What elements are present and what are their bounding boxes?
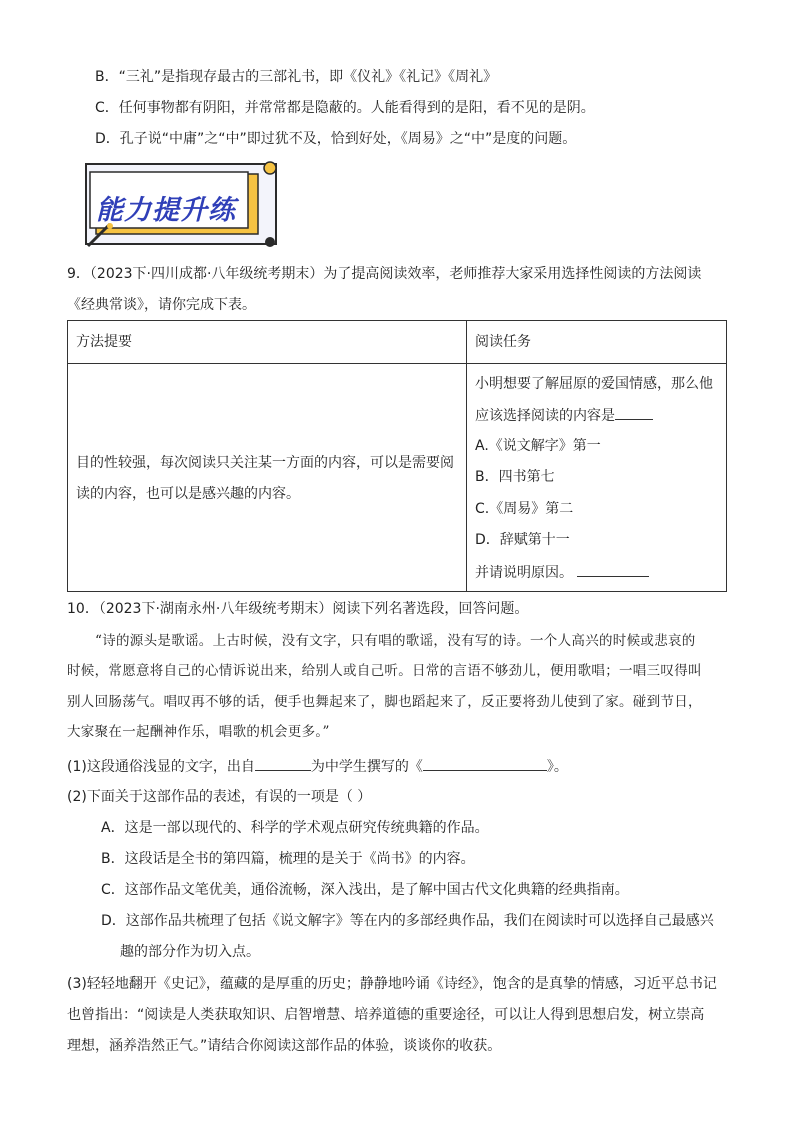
book-blank[interactable] — [423, 756, 547, 771]
task-reason — [475, 562, 649, 583]
passage-line3: 别人回肠荡气。唱叹再不够的话，便手也舞起来了，脚也蹈起来了，反正要将劲儿使到了家。碰到节日， — [67, 694, 702, 710]
q10-sub3-line1: (3)轻轻地翻开《史记》，蕴藏的是厚重的历史；静静地吟诵《诗经》，饱含的是真挚的情感，习近平总书记 — [67, 976, 717, 992]
table-method-line1: 目的性较强，每次阅读只关注某一方面的内容，可以是需要阅 — [76, 455, 454, 471]
q10-stem: 10．（2023下·湖南永州·八年级统考期末）阅读下列名著选段，回答问题。 — [67, 601, 529, 617]
option-d: D．孔子说“中庸”之“中”即过犹不及，恰到好处，《周易》之“中”是度的问题。 — [95, 131, 577, 147]
passage-line2: 时候，常愿意将自己的心情诉说出来，给别人或自己听。日常的言语不够劲儿，便用歌唱；一唱三叹得叫 — [67, 663, 702, 679]
task-reason-text: 并请说明原因。 — [475, 565, 573, 581]
author-blank[interactable] — [255, 756, 311, 771]
option-b: B．“三礼”是指现存最古的三部礼书，即《仪礼》《礼记》《周礼》 — [95, 69, 498, 85]
q9-table — [67, 320, 727, 592]
section-badge — [84, 158, 284, 250]
table-header-task: 阅读任务 — [475, 334, 531, 350]
passage-line1: “诗的源头是歌谣。上古时候，没有文字，只有唱的歌谣，没有写的诗。一个人高兴的时候或悲哀的 — [95, 633, 696, 649]
sub2-option-b: B．这段话是全书的第四篇，梳理的是关于《尚书》的内容。 — [101, 851, 475, 867]
sub1-text-a: (1)这段通俗浅显的文字，出自 — [67, 759, 255, 775]
passage-line4: 大家聚在一起酬神作乐，唱歌的机会更多。” — [67, 724, 330, 740]
q10-sub1 — [67, 756, 568, 777]
q10-sub2: (2)下面关于这部作品的表述，有误的一项是（ ） — [67, 789, 372, 805]
task-option-c: C.《周易》第二 — [475, 501, 574, 517]
task-option-a: A.《说文解字》第一 — [475, 438, 601, 454]
table-divider-vertical — [466, 321, 467, 591]
q10-sub3-line2: 也曾指出：“阅读是人类获取知识、启智增慧、培养道德的重要途径，可以让人得到思想启发，树立崇高 — [67, 1007, 705, 1023]
sub2-option-a: A．这是一部以现代的、科学的学术观点研究传统典籍的作品。 — [101, 820, 489, 836]
q10-sub3-line3: 理想，涵养浩然正气。”请结合你阅读这部作品的体验，谈谈你的收获。 — [67, 1038, 502, 1054]
sub2-option-d-cont: 趣的部分作为切入点。 — [120, 944, 260, 960]
task-line2-text: 应该选择阅读的内容是 — [475, 408, 615, 424]
sub2-option-d: D．这部作品共梳理了包括《说文解字》等在内的多部经典作品，我们在阅读时可以选择自己最感兴 — [101, 913, 714, 929]
q9-stem-line2: 《经典常谈》，请你完成下表。 — [67, 297, 256, 313]
answer-blank[interactable] — [615, 405, 653, 420]
task-option-d: D．辞赋第十一 — [475, 532, 570, 548]
sub1-text-c: 》。 — [546, 759, 568, 775]
q9-stem-line1: 9．（2023下·四川成都·八年级统考期末）为了提高阅读效率，老师推荐大家采用选择性阅读的方法阅读 — [67, 266, 702, 282]
reason-blank[interactable] — [577, 562, 649, 577]
badge-text: 能力提升练 — [96, 195, 236, 226]
task-option-b: B．四书第七 — [475, 469, 555, 485]
table-method-line2: 读的内容，也可以是感兴趣的内容。 — [76, 486, 300, 502]
sub1-text-b: 为中学生撰写的《 — [310, 759, 423, 775]
table-header-method: 方法提要 — [76, 334, 132, 350]
option-c: C．任何事物都有阴阳，并常常都是隐蔽的。人能看得到的是阳，看不见的是阴。 — [95, 100, 595, 116]
table-divider-horizontal — [68, 363, 726, 364]
task-line1: 小明想要了解屈原的爱国情感，那么他 — [475, 376, 713, 392]
sub2-option-c: C．这部作品文笔优美，通俗流畅，深入浅出，是了解中国古代文化典籍的经典指南。 — [101, 882, 629, 898]
task-line2 — [475, 405, 653, 426]
